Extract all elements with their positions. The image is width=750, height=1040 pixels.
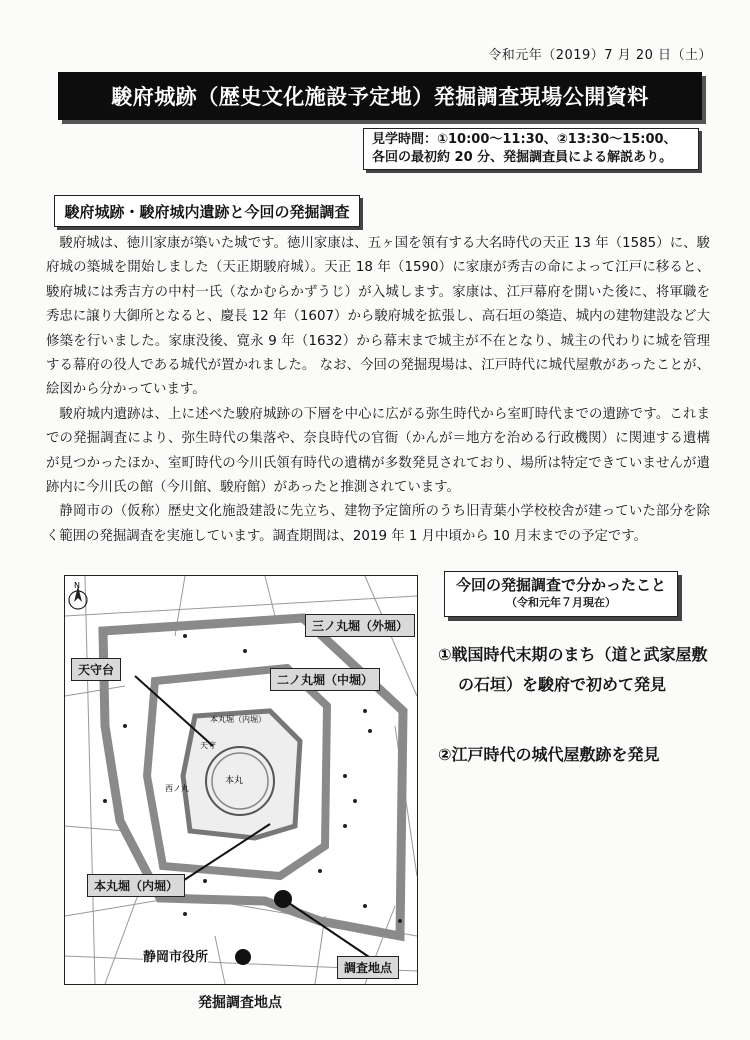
findings-title: 今回の発掘調査で分かったこと: [455, 576, 666, 594]
city-hall-marker: [235, 949, 251, 965]
label-sannomaru-moat: 三ノ丸堀（外堀）: [305, 614, 415, 637]
label-city-hall: 静岡市役所: [143, 946, 208, 965]
svg-text:N: N: [74, 581, 80, 590]
document-title: 駿府城跡（歴史文化施設予定地）発掘調査現場公開資料: [58, 72, 702, 120]
inner-moat: [183, 711, 300, 838]
label-tenshudai: 天守台: [71, 658, 121, 681]
map-text-honmaru-moat: 本丸堀（内堀）: [210, 715, 266, 724]
map-text-tenshu: 天守: [200, 741, 216, 750]
map-drawing: [65, 576, 417, 984]
finding-1: [438, 640, 728, 700]
map-text-nishimaru: 西ノ丸: [165, 784, 189, 793]
visit-info-line2: 各回の最初約 20 分、発掘調査員による解説あり。: [372, 150, 673, 165]
finding-2: ②江戸時代の城代屋敷跡を発見: [438, 745, 660, 764]
findings-box: [444, 571, 678, 617]
finding-1-line2: の石垣）を駿府で初めて発見: [458, 675, 667, 694]
findings-subtitle: （令和元年７月現在）: [506, 596, 616, 609]
label-ninomaru-moat: 二ノ丸堀（中堀）: [270, 668, 380, 691]
paragraph-1: 駿府城は、徳川家康が築いた城です。徳川家康は、五ヶ国を領有する大名時代の天正 13 年（1585）に、駿府城の築城を開始しました（天正期駿府城）。天正 18 年（1590）に家康が秀吉の命によって江戸に移ると、駿府城には秀吉方の中村一氏（なかむらかずうじ）が入城します。家康は、江戸幕府を開いた後に、将軍職を秀忠に譲り大御所となると、慶長 12 年（1607）から駿府城を拡張し、高石垣の築造、城内の建物建設など大修築を行いました。家康没後、寛永 9 年（1632）から幕末まで城主が不在となり、城主の代わりに城を管理する幕府の役人である城代が置かれました。 なお、今回の発掘現場は、江戸時代に城代屋敷があったことが、絵図から分かっています。: [46, 236, 710, 398]
site-map: [64, 575, 418, 985]
paragraph-3: 静岡市の（仮称）歴史文化施設建設に先立ち、建物予定箇所のうち旧青葉小学校校舎が建っていた部分を除く範囲の発掘調査を実施しています。調査期間は、2019 年 1 月中頃から 10 月末までの予定です。: [46, 504, 710, 544]
north-arrow-icon: [69, 581, 87, 609]
section-heading: 駿府城跡・駿府城内遺跡と今回の発掘調査: [54, 195, 360, 227]
visit-info-line1: 見学時間：①10:00～11:30、②13:30～15:00、: [372, 132, 677, 147]
finding-1-line1: ①戦国時代末期のまち（道と武家屋敷: [438, 645, 708, 664]
label-honmaru-moat: 本丸堀（内堀）: [87, 874, 185, 897]
body-text: [46, 232, 710, 549]
visit-info-box: [363, 128, 699, 170]
map-caption: 発掘調査地点: [198, 995, 282, 1011]
paragraph-2: 駿府城内遺跡は、上に述べた駿府城跡の下層を中心に広がる弥生時代から室町時代までの遺跡です。これまでの発掘調査により、弥生時代の集落や、奈良時代の官衙（かんが＝地方を治める行政機関）に関連する遺構が見つかったほか、室町時代の今川氏領有時代の遺構が多数発見されており、場所は特定できていませんが遺跡内に今川氏の館（今川館、駿府館）があったと推測されています。: [46, 406, 710, 496]
label-survey-point: 調査地点: [337, 956, 399, 979]
map-text-honmaru: 本丸: [225, 776, 244, 786]
document-date: 令和元年（2019）7 月 20 日（土）: [488, 48, 712, 63]
